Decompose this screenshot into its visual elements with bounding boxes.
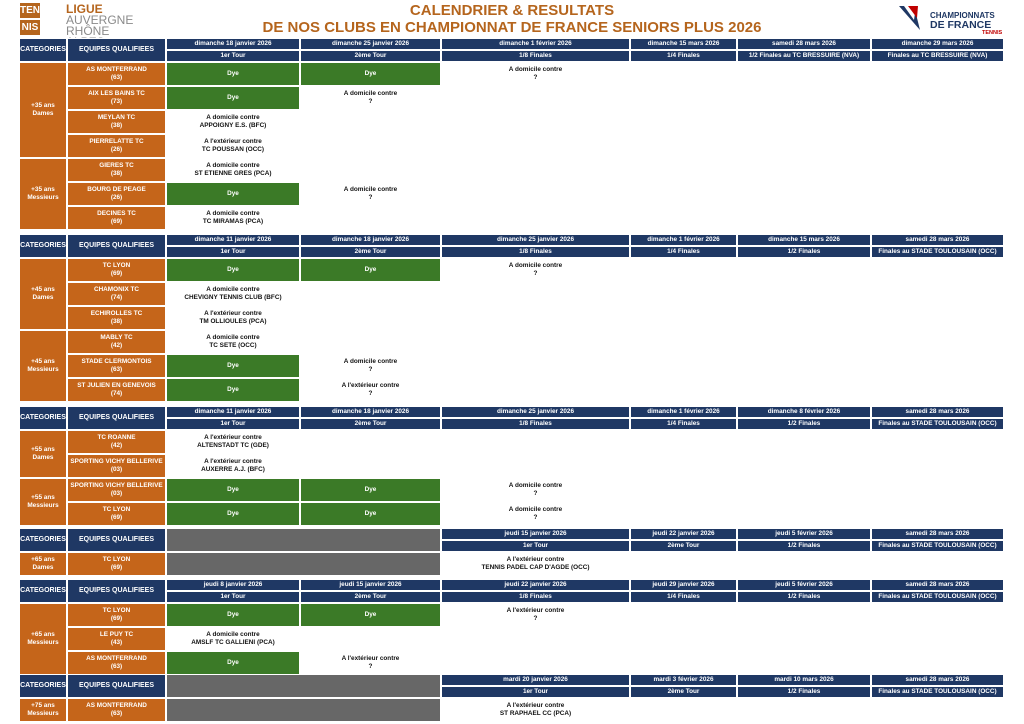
team-name <box>67 552 166 576</box>
logo-top-block: TEN <box>20 5 40 16</box>
result-fixture <box>166 306 300 330</box>
fixture-venue: A domicile contre <box>206 334 260 341</box>
fixture-venue: A l'extérieur contre <box>506 702 565 709</box>
team-department: (26) <box>110 194 123 201</box>
fixture-opponent: TC POUSSAN (OCC) <box>201 146 265 153</box>
result-dye: Dye <box>166 478 300 502</box>
team-department: (63) <box>110 710 123 717</box>
team-name <box>67 134 166 158</box>
round-date: dimanche 18 janvier 2026 <box>166 38 300 50</box>
round-date: jeudi 22 janvier 2026 <box>630 528 737 540</box>
fixture-opponent: ? <box>368 366 373 373</box>
round-date: samedi 28 mars 2026 <box>871 406 1004 418</box>
round-date: dimanche 25 janvier 2026 <box>441 406 630 418</box>
fixture-venue: A domicile contre <box>343 90 398 97</box>
fixture-venue: A domicile contre <box>206 286 260 293</box>
round-date: dimanche 25 janvier 2026 <box>441 234 630 246</box>
team-club: AS MONTFERRAND <box>86 702 147 709</box>
round-date: jeudi 8 janvier 2026 <box>166 579 300 591</box>
result-fixture <box>166 110 300 134</box>
category-label <box>19 698 67 722</box>
team-club: TC LYON <box>102 556 131 563</box>
category-label <box>19 330 67 402</box>
category-line: Messieurs <box>27 502 59 509</box>
result-fixture <box>166 282 300 306</box>
team-club: AIX LES BAINS TC <box>88 90 145 97</box>
unused-rounds-block <box>166 528 441 552</box>
category-line: Messieurs <box>27 366 59 373</box>
category-label <box>19 158 67 230</box>
team-club: GIERES TC <box>99 162 134 169</box>
team-department: (38) <box>110 122 123 129</box>
categories-header: CATEGORIES <box>19 579 67 603</box>
logo-line-3: RHÔNE <box>66 24 110 38</box>
result-fixture <box>441 502 630 526</box>
team-department: (69) <box>110 270 123 277</box>
team-department: (42) <box>110 442 123 449</box>
round-name: Finales au STADE TOULOUSAIN (OCC) <box>871 246 1004 258</box>
fixture-venue: A domicile contre <box>343 358 398 365</box>
category-line: +65 ans <box>31 556 55 563</box>
category-line: Dames <box>32 110 54 117</box>
team-club: LE PUY TC <box>99 631 134 638</box>
logo-line-1: LIGUE <box>66 2 103 16</box>
result-dye: Dye <box>166 502 300 526</box>
team-name <box>67 378 166 402</box>
round-name: 1/2 Finales <box>737 686 871 698</box>
category-line: +35 ans <box>31 102 55 109</box>
round-name: Finales au STADE TOULOUSAIN (OCC) <box>871 686 1004 698</box>
result-fixture <box>441 62 630 86</box>
round-date: samedi 28 mars 2026 <box>871 234 1004 246</box>
team-club: CHAMONIX TC <box>93 286 140 293</box>
fixture-opponent: APPOIGNY E.S. (BFC) <box>199 122 267 129</box>
round-date: dimanche 1 février 2026 <box>630 406 737 418</box>
fixture-venue: A l'extérieur contre <box>204 458 262 465</box>
round-date: dimanche 25 janvier 2026 <box>300 38 441 50</box>
team-name <box>67 478 166 502</box>
team-name <box>67 603 166 627</box>
round-name: 1/8 Finales <box>441 418 630 430</box>
team-club: SPORTING VICHY BELLERIVE <box>70 458 163 465</box>
team-club: SPORTING VICHY BELLERIVE <box>70 482 163 489</box>
round-date: dimanche 18 janvier 2026 <box>300 234 441 246</box>
unused-rounds-body <box>166 552 441 576</box>
team-department: (73) <box>110 98 123 105</box>
category-line: +55 ans <box>31 494 55 501</box>
cdf-line-3: TENNIS <box>982 30 1003 36</box>
fixture-venue: A l'extérieur contre <box>341 655 400 662</box>
team-name <box>67 86 166 110</box>
fixture-venue: A l'extérieur contre <box>506 607 565 614</box>
round-name: 2ème Tour <box>300 591 441 603</box>
team-club: TC ROANNE <box>97 434 136 441</box>
team-department: (43) <box>110 639 123 646</box>
round-date: dimanche 1 février 2026 <box>630 234 737 246</box>
result-dye: Dye <box>166 651 300 675</box>
round-name: 2ème Tour <box>300 246 441 258</box>
category-line: +75 ans <box>31 702 55 709</box>
fixture-opponent: ? <box>368 98 373 105</box>
round-date: jeudi 5 février 2026 <box>737 579 871 591</box>
team-name <box>67 306 166 330</box>
fixture-venue: A domicile contre <box>508 506 563 513</box>
round-name: 1er Tour <box>166 246 300 258</box>
fixture-venue: A domicile contre <box>343 186 398 193</box>
fixture-opponent: ? <box>533 615 538 622</box>
result-dye: Dye <box>166 378 300 402</box>
fixture-opponent: ? <box>368 390 373 397</box>
round-name: 1/2 Finales <box>737 591 871 603</box>
round-date: dimanche 29 mars 2026 <box>871 38 1004 50</box>
team-department: (74) <box>110 390 123 397</box>
team-department: (63) <box>110 663 123 670</box>
fixture-venue: A domicile contre <box>508 482 563 489</box>
category-label <box>19 603 67 675</box>
equipes-header: EQUIPES QUALIFIEES <box>67 528 166 552</box>
round-name: 1/2 Finales <box>737 246 871 258</box>
team-name <box>67 698 166 722</box>
round-name: 2ème Tour <box>300 50 441 62</box>
fixture-opponent: ? <box>368 663 373 670</box>
result-dye: Dye <box>300 603 441 627</box>
category-line: +45 ans <box>31 358 55 365</box>
fixture-opponent: ? <box>533 270 538 277</box>
team-club: AS MONTFERRAND <box>86 66 147 73</box>
unused-rounds-body <box>166 698 441 722</box>
team-name <box>67 502 166 526</box>
result-fixture <box>441 552 630 576</box>
category-label <box>19 62 67 158</box>
round-name: 2ème Tour <box>300 418 441 430</box>
round-date: dimanche 11 janvier 2026 <box>166 234 300 246</box>
round-name: 1/8 Finales <box>441 246 630 258</box>
team-department: (42) <box>110 342 123 349</box>
team-club: DECINES TC <box>97 210 136 217</box>
fixture-venue: A domicile contre <box>206 631 260 638</box>
result-fixture <box>441 478 630 502</box>
category-line: Dames <box>32 294 54 301</box>
team-club: MEYLAN TC <box>97 114 136 121</box>
round-date: dimanche 15 mars 2026 <box>630 38 737 50</box>
round-name: 1/4 Finales <box>630 50 737 62</box>
team-name <box>67 110 166 134</box>
team-department: (03) <box>110 466 123 473</box>
fixture-opponent: TC SETE (OCC) <box>209 342 257 349</box>
fixture-opponent: TC MIRAMAS (PCA) <box>202 218 264 225</box>
round-name: 2ème Tour <box>630 540 737 552</box>
page-title: CALENDRIER & RESULTATS <box>409 2 615 19</box>
cdf-line-2: DE FRANCE <box>930 19 992 31</box>
round-date: dimanche 15 mars 2026 <box>737 234 871 246</box>
round-name: Finales au STADE TOULOUSAIN (OCC) <box>871 591 1004 603</box>
fixture-venue: A domicile contre <box>508 262 563 269</box>
result-fixture <box>441 603 630 627</box>
team-department: (69) <box>110 615 123 622</box>
round-name: 1/4 Finales <box>630 591 737 603</box>
result-fixture <box>441 698 630 722</box>
result-fixture <box>166 134 300 158</box>
team-club: TC LYON <box>102 262 131 269</box>
category-line: +35 ans <box>31 186 55 193</box>
result-dye: Dye <box>300 478 441 502</box>
team-name <box>67 454 166 478</box>
result-dye: Dye <box>300 258 441 282</box>
fixture-opponent: AUXERRE A.J. (BFC) <box>201 466 265 473</box>
result-dye: Dye <box>166 182 300 206</box>
fixture-opponent: ST RAPHAEL CC (PCA) <box>499 710 572 717</box>
fixture-venue: A l'extérieur contre <box>204 310 262 317</box>
categories-header: CATEGORIES <box>19 674 67 698</box>
result-fixture <box>300 354 441 378</box>
category-line: +65 ans <box>31 631 55 638</box>
team-club: BOURG DE PEAGE <box>87 186 146 193</box>
equipes-header: EQUIPES QUALIFIEES <box>67 234 166 258</box>
fixture-venue: A l'extérieur contre <box>341 382 400 389</box>
category-line: +55 ans <box>31 446 55 453</box>
fixture-venue: A domicile contre <box>206 162 260 169</box>
round-name: 1er Tour <box>441 686 630 698</box>
result-fixture <box>300 86 441 110</box>
round-name: Finales au STADE TOULOUSAIN (OCC) <box>871 540 1004 552</box>
page-subtitle: DE NOS CLUBS EN CHAMPIONNAT DE FRANCE SENIORS PLUS 2026 <box>262 19 762 36</box>
categories-header: CATEGORIES <box>19 234 67 258</box>
round-name: 1er Tour <box>166 50 300 62</box>
team-name <box>67 206 166 230</box>
round-name: 1er Tour <box>441 540 630 552</box>
team-name <box>67 627 166 651</box>
round-date: jeudi 22 janvier 2026 <box>441 579 630 591</box>
categories-header: CATEGORIES <box>19 406 67 430</box>
round-name: 1/2 Finales <box>737 540 871 552</box>
result-fixture <box>441 258 630 282</box>
fixture-venue: A domicile contre <box>508 66 563 73</box>
categories-header: CATEGORIES <box>19 528 67 552</box>
team-name <box>67 62 166 86</box>
fixture-venue: A domicile contre <box>206 114 260 121</box>
round-date: dimanche 1 février 2026 <box>441 38 630 50</box>
team-department: (69) <box>110 514 123 521</box>
round-date: jeudi 15 janvier 2026 <box>300 579 441 591</box>
fixture-venue: A l'extérieur contre <box>204 138 262 145</box>
team-department: (26) <box>110 146 123 153</box>
category-line: Dames <box>32 454 54 461</box>
result-dye: Dye <box>166 603 300 627</box>
fixture-opponent: TM OLLIOULES (PCA) <box>199 318 267 325</box>
team-department: (03) <box>110 490 123 497</box>
category-label <box>19 258 67 330</box>
team-club: ECHIROLLES TC <box>90 310 143 317</box>
result-dye: Dye <box>166 62 300 86</box>
equipes-header: EQUIPES QUALIFIEES <box>67 579 166 603</box>
round-name: 1/2 Finales <box>737 418 871 430</box>
fixture-opponent: ? <box>368 194 373 201</box>
equipes-header: EQUIPES QUALIFIEES <box>67 38 166 62</box>
team-club: STADE CLERMONTOIS <box>81 358 152 365</box>
equipes-header: EQUIPES QUALIFIEES <box>67 674 166 698</box>
fixture-venue: A domicile contre <box>206 210 260 217</box>
team-department: (69) <box>110 218 123 225</box>
team-department: (38) <box>110 318 123 325</box>
round-date: dimanche 11 janvier 2026 <box>166 406 300 418</box>
team-name <box>67 430 166 454</box>
team-department: (74) <box>110 294 123 301</box>
round-date: mardi 10 mars 2026 <box>737 674 871 686</box>
category-line: Messieurs <box>27 710 59 717</box>
team-club: MABLY TC <box>100 334 133 341</box>
result-dye: Dye <box>166 86 300 110</box>
round-date: jeudi 29 janvier 2026 <box>630 579 737 591</box>
logo-line-2: AUVERGNE <box>66 13 134 27</box>
result-fixture <box>300 651 441 675</box>
fixture-opponent: AMSLF TC GALLIENI (PCA) <box>191 639 275 646</box>
round-date: jeudi 15 janvier 2026 <box>441 528 630 540</box>
round-date: samedi 28 mars 2026 <box>871 528 1004 540</box>
round-date: mardi 20 janvier 2026 <box>441 674 630 686</box>
fixture-venue: A l'extérieur contre <box>204 434 262 441</box>
team-club: PIERRELATTE TC <box>89 138 144 145</box>
team-name <box>67 330 166 354</box>
round-name: 1/4 Finales <box>630 246 737 258</box>
round-name: 2ème Tour <box>630 686 737 698</box>
fixture-opponent: TENNIS PADEL CAP D'AGDE (OCC) <box>481 564 590 571</box>
result-fixture <box>166 206 300 230</box>
equipes-header: EQUIPES QUALIFIEES <box>67 406 166 430</box>
fixture-opponent: ? <box>533 490 538 497</box>
round-date: dimanche 18 janvier 2026 <box>300 406 441 418</box>
result-dye: Dye <box>300 502 441 526</box>
category-line: Dames <box>32 564 54 571</box>
team-name <box>67 158 166 182</box>
category-label <box>19 478 67 526</box>
team-club: TC LYON <box>102 506 131 513</box>
result-dye: Dye <box>166 354 300 378</box>
logo-bottom-block: NIS <box>21 22 39 33</box>
round-name: 1/4 Finales <box>630 418 737 430</box>
round-date: dimanche 8 février 2026 <box>737 406 871 418</box>
fixture-opponent: CHEVIGNY TENNIS CLUB (BFC) <box>184 294 282 301</box>
team-name <box>67 354 166 378</box>
category-line: +45 ans <box>31 286 55 293</box>
team-department: (38) <box>110 170 123 177</box>
team-department: (63) <box>110 366 123 373</box>
result-fixture <box>166 454 300 478</box>
team-name <box>67 282 166 306</box>
round-name: 1/8 Finales <box>441 591 630 603</box>
categories-header: CATEGORIES <box>19 38 67 62</box>
round-name: 1/8 Finales <box>441 50 630 62</box>
team-department: (63) <box>110 74 123 81</box>
team-name <box>67 182 166 206</box>
round-name: 1er Tour <box>166 591 300 603</box>
fixture-opponent: ALTENSTADT TC (GDE) <box>197 442 269 449</box>
team-club: ST JULIEN EN GENEVOIS <box>77 382 156 389</box>
round-name: Finales au TC BRESSUIRE (NVA) <box>871 50 1004 62</box>
result-dye: Dye <box>300 62 441 86</box>
round-date: mardi 3 février 2026 <box>630 674 737 686</box>
result-fixture <box>166 158 300 182</box>
team-club: TC LYON <box>102 607 131 614</box>
result-fixture <box>300 378 441 402</box>
round-date: samedi 28 mars 2026 <box>737 38 871 50</box>
fixture-opponent: ? <box>533 514 538 521</box>
result-fixture <box>166 430 300 454</box>
unused-rounds-block <box>166 674 441 698</box>
round-date: samedi 28 mars 2026 <box>871 579 1004 591</box>
cdf-line-1: CHAMPIONNATS <box>930 11 995 20</box>
round-name: 1/2 Finales au TC BRESSUIRE (NVA) <box>737 50 871 62</box>
category-line: Messieurs <box>27 639 59 646</box>
result-fixture <box>300 182 441 206</box>
category-label <box>19 552 67 576</box>
result-dye: Dye <box>166 258 300 282</box>
round-date: samedi 28 mars 2026 <box>871 674 1004 686</box>
team-department: (69) <box>110 564 123 571</box>
team-name <box>67 258 166 282</box>
fixture-opponent: ST ETIENNE GRES (PCA) <box>194 170 272 177</box>
fixture-venue: A l'extérieur contre <box>506 556 565 563</box>
team-club: AS MONTFERRAND <box>86 655 147 662</box>
result-fixture <box>166 627 300 651</box>
result-fixture <box>166 330 300 354</box>
round-date: jeudi 5 février 2026 <box>737 528 871 540</box>
category-label <box>19 430 67 478</box>
fixture-opponent: ? <box>533 74 538 81</box>
team-name <box>67 651 166 675</box>
round-name: Finales au STADE TOULOUSAIN (OCC) <box>871 418 1004 430</box>
category-line: Messieurs <box>27 194 59 201</box>
round-name: 1er Tour <box>166 418 300 430</box>
